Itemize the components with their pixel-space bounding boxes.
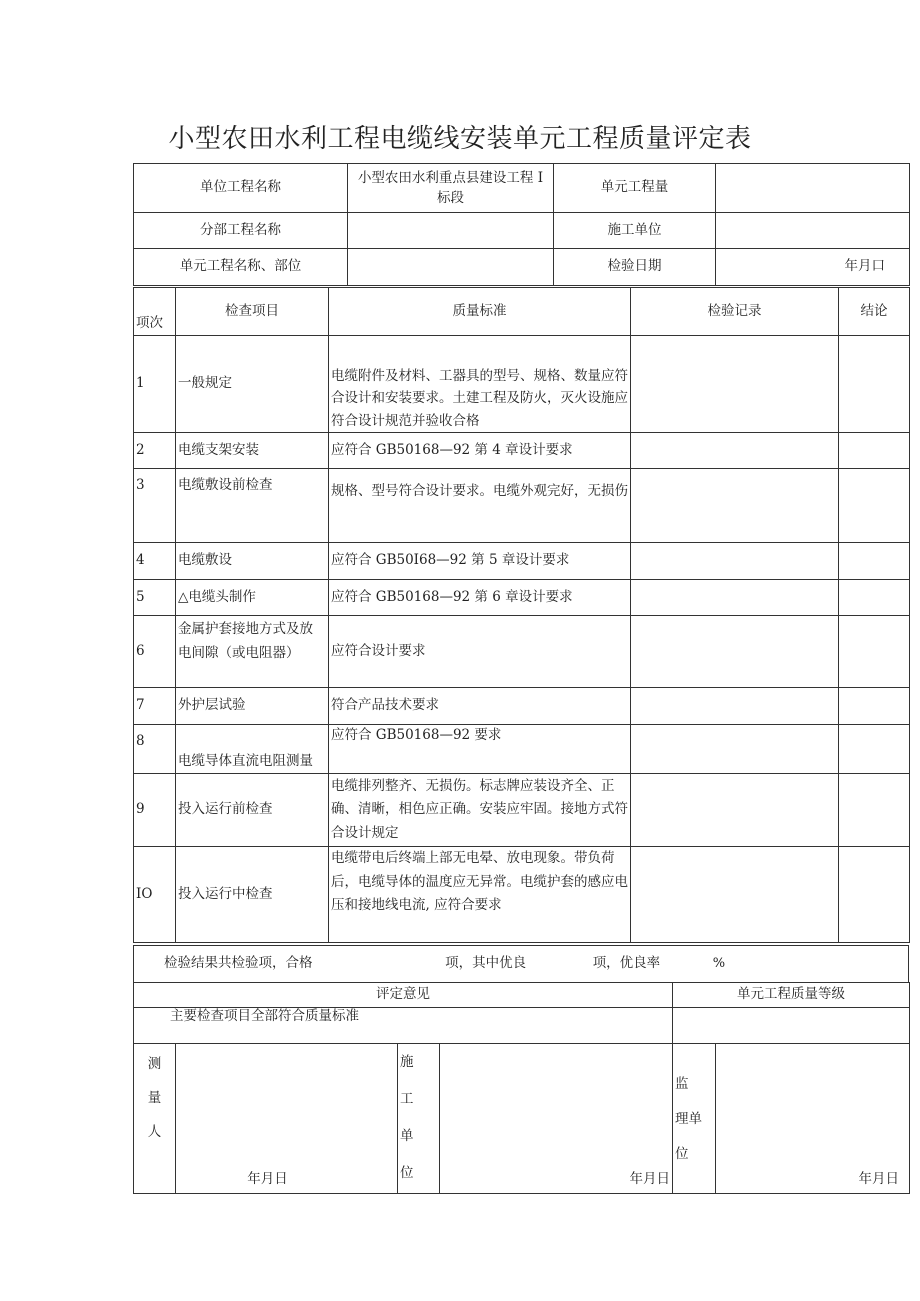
summary-table [133,945,909,983]
row-record [631,725,839,774]
row-conclusion [839,774,910,847]
construction-label-char-3: 单 [400,1128,414,1145]
row-item: 投入运行前检查 [176,774,329,847]
evaluation-table [133,982,910,1044]
surveyor-label-char-3: 人 [147,1123,162,1140]
opinion-label: 评定意见 [134,983,673,1008]
row-record [631,433,839,469]
row-item: 电缆敷设 [176,543,329,580]
table-row [134,543,910,580]
col-header-inspection-item: 检查项目 [176,288,329,336]
supervision-label [673,1044,716,1194]
row-item: 外护层试验 [176,688,329,725]
table-row [134,336,910,433]
row-conclusion [839,469,910,543]
row-record [631,469,839,543]
construction-label-char-1: 施 [400,1054,414,1070]
supervision-label-char-3: 位 [675,1146,689,1163]
col-header-inspection-record: 检验记录 [631,288,839,336]
row-standard: 符合产品技术要求 [329,688,631,725]
row-conclusion [839,433,910,469]
col-header-quality-standard: 质量标准 [329,288,631,336]
row-record [631,616,839,688]
row-standard: 应符合 GB50168—92 第 6 章设计要求 [329,580,631,616]
row-no: 5 [134,580,176,616]
row-standard: 应符合设计要求 [329,616,631,688]
construction-label-char-4: 位 [400,1165,414,1182]
row-item: 一般规定 [176,336,329,433]
row-no: 1 [134,336,176,433]
table-row [134,433,910,469]
grade-label: 单元工程质量等级 [673,983,910,1008]
row-standard: 电缆带电后终端上部无电晕、放电现象。带负荷后，电缆导体的温度应无异常。电缆护套的感应电压和接地线电流, 应符合要求 [329,847,631,943]
row-record [631,580,839,616]
row-conclusion [839,616,910,688]
row-no: 7 [134,688,176,725]
col-header-conclusion: 结论 [839,288,910,336]
col-header-item-no: 项次 [134,288,176,336]
construction-date: 年月日 [440,1044,673,1194]
summary-row [134,946,909,983]
grade-value [673,1008,910,1044]
row-record [631,774,839,847]
supervision-label-char-1: 监 [675,1076,689,1093]
row-record [631,543,839,580]
row-item: 投入运行中检查 [176,847,329,943]
row-no: 2 [134,433,176,469]
row-item: 电缆支架安装 [176,433,329,469]
row-conclusion [839,688,910,725]
row-standard: 应符合 GB50168—92 第 4 章设计要求 [329,433,631,469]
surveyor-date: 年月日 [176,1044,398,1194]
row-conclusion [839,580,910,616]
table-row [134,580,910,616]
summary-part3: 项，优良率 [592,955,661,972]
row-record [631,847,839,943]
summary-part1: 检验结果共检验项，合格 [164,955,313,972]
unit-name-position-value [348,249,554,286]
row-standard: 电缆附件及材料、工器具的型号、规格、数量应符合设计和安装要求。土建工程及防火，灭火设施应符合设计规范并验收合格 [329,336,631,433]
table-row [134,774,910,847]
row-no: 4 [134,543,176,580]
unit-quantity-label: 单元工程量 [554,164,716,213]
inspection-date-label: 检验日期 [554,249,716,286]
row-item: △电缆头制作 [176,580,329,616]
construction-unit-label: 施工单位 [554,213,716,249]
summary-part2: 项，其中优良 [445,955,527,972]
surveyor-label-char-2: 量 [147,1089,162,1106]
row-item: 电缆导体直流电阻测量 [176,725,329,774]
row-no: 8 [134,725,176,774]
row-record [631,688,839,725]
row-no: 6 [134,616,176,688]
unit-name-position-label: 单元工程名称、部位 [134,249,348,286]
construction-label-char-2: 工 [400,1091,414,1108]
construction-unit-value [716,213,910,249]
construction-label [398,1044,440,1194]
row-no: 9 [134,774,176,847]
row-standard: 电缆排列整齐、无损伤。标志牌应装设齐全、正确、清晰，相色应正确。安装应牢固。接地方式符合设计规定 [329,774,631,847]
supervision-date: 年月日 [716,1044,910,1194]
summary-part4: % [712,956,726,972]
inspection-date-value: 年月口 [716,249,910,286]
signature-table [133,1043,910,1194]
table-row [134,725,910,774]
table-row [134,469,910,543]
row-no: IO [134,847,176,943]
page-title: 小型农田水利工程电缆线安装单元工程质量评定表 [168,124,752,154]
table-row [134,847,910,943]
supervision-label-char-2: 理单 [675,1111,702,1128]
row-item: 金属护套接地方式及放电间隙（或电阻器） [176,616,329,688]
header-table [133,163,910,286]
row-item: 电缆敷设前检查 [176,469,329,543]
surveyor-label-char-1: 测 [147,1056,162,1072]
table-row [134,616,910,688]
row-conclusion [839,725,910,774]
row-no: 3 [134,469,176,543]
unit-project-name-label: 单位工程名称 [134,164,348,213]
row-conclusion [839,336,910,433]
division-project-name-label: 分部工程名称 [134,213,348,249]
row-conclusion [839,543,910,580]
row-record [631,336,839,433]
division-project-name-value [348,213,554,249]
opinion-value: 主要检查项目全部符合质量标准 [134,1008,673,1044]
row-standard: 规格、型号符合设计要求。电缆外观完好，无损伤 [329,469,631,543]
unit-project-name-value: 小型农田水利重点县建设工程 I 标段 [348,164,554,213]
table-row [134,688,910,725]
row-standard: 应符合 GB50168—92 要求 [329,725,631,774]
inspection-table [133,287,910,943]
unit-quantity-value [716,164,910,213]
row-standard: 应符合 GB50I68—92 第 5 章设计要求 [329,543,631,580]
row-conclusion [839,847,910,943]
surveyor-label [134,1044,176,1194]
